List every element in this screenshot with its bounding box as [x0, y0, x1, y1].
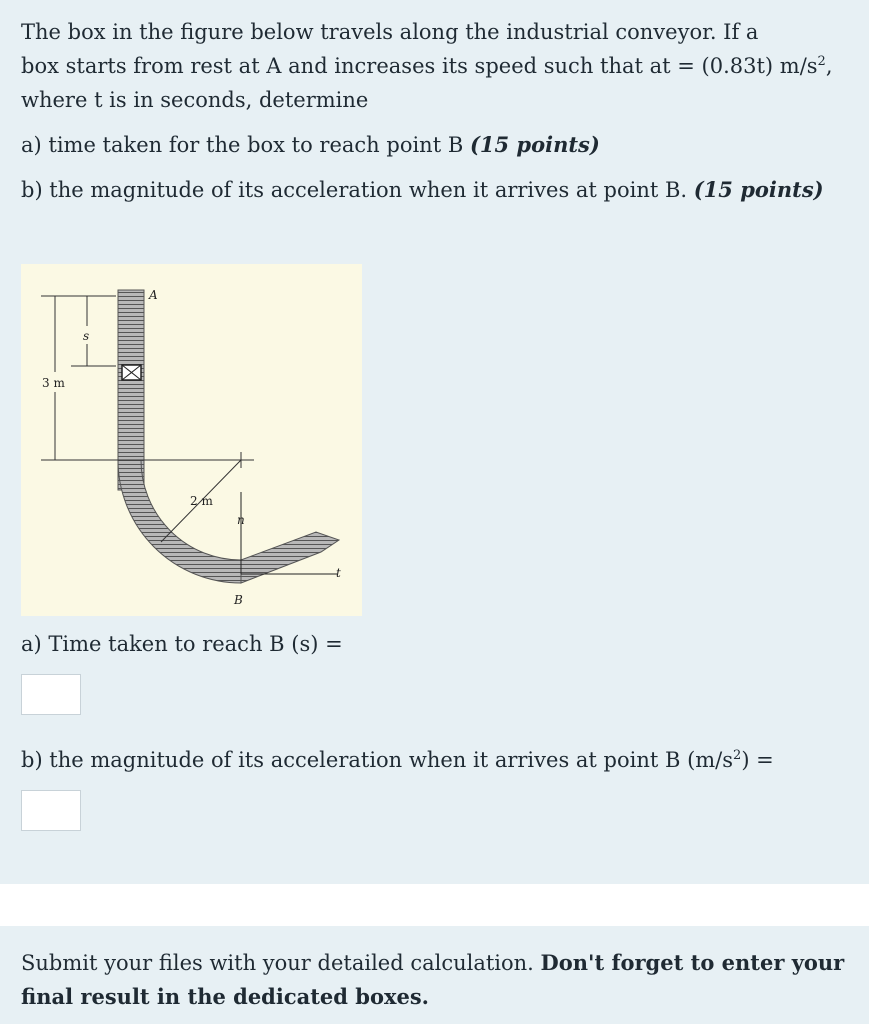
question-line-2-end: ,: [825, 54, 833, 78]
question-line-3: where t is in seconds, determine: [21, 88, 369, 112]
answer-b-text: b) the magnitude of its acceleration when it arrives at point B (m/s: [21, 748, 734, 772]
part-a-points: (15 points): [469, 132, 600, 157]
question-line-2: [21, 54, 833, 78]
superscript: 2: [817, 54, 826, 69]
answer-a-label: a) Time taken to reach B (s) =: [21, 632, 343, 656]
label-s: s: [83, 329, 90, 343]
part-a-prompt: [21, 132, 600, 157]
label-3m: 3 m: [42, 376, 65, 390]
part-b-text: b) the magnitude of its acceleration when it arrives at point B.: [21, 178, 694, 202]
label-2m: 2 m: [190, 494, 213, 508]
submission-note-regular: Submit your files with your detailed calculation.: [21, 951, 541, 975]
submission-note-panel: [0, 926, 869, 1024]
label-B: B: [234, 593, 243, 607]
conveyor-end: [241, 532, 339, 583]
answer-b-input[interactable]: [21, 790, 81, 831]
conveyor-figure: [21, 264, 362, 616]
part-b-points: (15 points): [693, 177, 824, 202]
answer-a-input[interactable]: [21, 674, 81, 715]
submission-note-bold: Don't forget to enter your: [540, 950, 845, 975]
conveyor-diagram: [21, 264, 362, 616]
label-n: n: [237, 513, 245, 527]
submission-note-line-2: final result in the dedicated boxes.: [21, 984, 429, 1009]
label-A: A: [149, 288, 158, 302]
answer-b-end: ) =: [741, 748, 774, 772]
answer-b-label: [21, 748, 774, 772]
submission-note-line-1: [21, 950, 844, 975]
part-a-text: a) time taken for the box to reach point B: [21, 133, 470, 157]
label-t: t: [336, 566, 341, 580]
part-b-prompt: [21, 177, 824, 202]
question-line-1: The box in the figure below travels along the industrial conveyor. If a: [21, 20, 759, 44]
superscript: 2: [733, 748, 742, 763]
question-line-2-text: box starts from rest at A and increases its speed such that at = (0.83t) m/s: [21, 54, 818, 78]
